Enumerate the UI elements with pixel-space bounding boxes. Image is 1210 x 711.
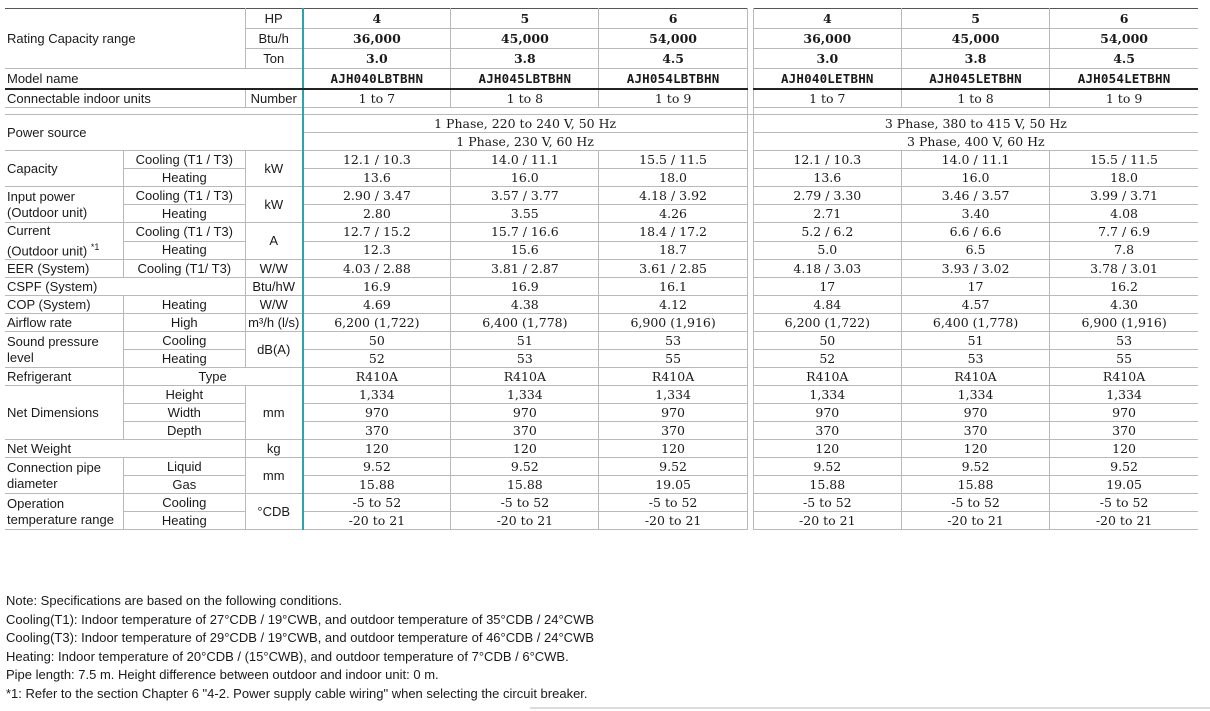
cell: 970 [753,404,901,422]
cell: 50 [753,332,901,350]
cell: 13.6 [303,169,451,187]
cell: 9.52 [451,458,599,476]
dimensions-depth-label: Depth [123,422,245,440]
cell: 370 [753,422,901,440]
sound-heating-row [5,350,1198,368]
pipe-gas-label: Gas [123,476,245,494]
ton-value: 4.5 [599,49,747,69]
cell: 1,334 [303,386,451,404]
model-name: AJH054LETBHN [1050,69,1198,90]
cell: 53 [1050,332,1198,350]
cell: 4.18 / 3.03 [753,260,901,278]
notes-section [6,592,594,703]
cell: 53 [451,350,599,368]
cell: 18.0 [599,169,747,187]
cell: 19.05 [1050,476,1198,494]
capacity-heating-row [5,169,1198,187]
cell: 9.52 [901,458,1049,476]
refrigerant-sub-label: Type [123,368,302,386]
cell: 120 [1050,440,1198,458]
cell: 370 [451,422,599,440]
cell: 15.5 / 11.5 [1050,151,1198,169]
cell: 1,334 [901,386,1049,404]
cell: 4.18 / 3.92 [599,187,747,205]
ton-value: 3.8 [901,49,1049,69]
cell: 52 [753,350,901,368]
model-name: AJH054LBTBHN [599,69,747,90]
current-unit: A [245,223,302,260]
hp-value: 5 [901,9,1049,29]
cell: 16.9 [303,278,451,296]
cell: 120 [901,440,1049,458]
cell: R410A [901,368,1049,386]
ton-unit: Ton [245,49,302,69]
cell: 370 [1050,422,1198,440]
hp-row [5,9,1198,29]
cell: 5.2 / 6.2 [753,223,901,242]
cell: 120 [303,440,451,458]
capacity-unit: kW [245,151,302,187]
cell: 5.0 [753,241,901,260]
cell: -5 to 52 [599,494,747,512]
pipe-liquid-label: Liquid [123,458,245,476]
cell: 120 [753,440,901,458]
cop-row [5,296,1198,314]
cell: 9.52 [599,458,747,476]
model-name: AJH045LBTBHN [451,69,599,90]
cell: 2.71 [753,205,901,223]
current-heating-label: Heating [123,241,245,260]
cell: 15.7 / 16.6 [451,223,599,242]
cell: 16.0 [451,169,599,187]
input-power-cooling-row [5,187,1198,205]
operation-label-line1: Operation [7,495,65,511]
sound-label-line2: level [7,349,34,365]
dimensions-unit: mm [245,386,302,440]
capacity-heating-label: Heating [123,169,245,187]
cell: 52 [303,350,451,368]
eer-row [5,260,1198,278]
input-power-heating-row [5,205,1198,223]
operation-label [5,494,123,530]
cell: 9.52 [1050,458,1198,476]
ton-value: 4.5 [1050,49,1198,69]
cell: 15.88 [753,476,901,494]
cell: 12.7 / 15.2 [303,223,451,242]
connectable-value: 1 to 7 [753,89,901,108]
cell: 50 [303,332,451,350]
operation-cooling-row [5,494,1198,512]
connectable-value: 1 to 8 [451,89,599,108]
airflow-sub-label: High [123,314,245,332]
cell: 51 [901,332,1049,350]
cell: 370 [901,422,1049,440]
cell: 2.90 / 3.47 [303,187,451,205]
eer-label: EER (System) [5,260,123,278]
btuh-value: 45,000 [901,29,1049,49]
cell: R410A [753,368,901,386]
btuh-value: 45,000 [451,29,599,49]
cspf-row [5,278,1198,296]
connectable-value: 1 to 8 [901,89,1049,108]
cell: 120 [451,440,599,458]
cell: 53 [901,350,1049,368]
sound-cooling-row [5,332,1198,350]
cell: 4.38 [451,296,599,314]
cell: 3.81 / 2.87 [451,260,599,278]
power-source-label: Power source [5,115,303,151]
cell: 15.6 [451,241,599,260]
cell: R410A [451,368,599,386]
refrigerant-row [5,368,1198,386]
cell: 2.80 [303,205,451,223]
sound-heating-label: Heating [123,350,245,368]
cell: 53 [599,332,747,350]
cell: -20 to 21 [1050,512,1198,530]
cell: 370 [303,422,451,440]
cell: 4.08 [1050,205,1198,223]
current-heating-row [5,241,1198,260]
sound-cooling-label: Cooling [123,332,245,350]
operation-heating-row [5,512,1198,530]
cell: 14.0 / 11.1 [451,151,599,169]
dimensions-height-row [5,386,1198,404]
power-three-phase-50: 3 Phase, 380 to 415 V, 50 Hz [753,115,1198,133]
cell: 3.55 [451,205,599,223]
cell: -5 to 52 [451,494,599,512]
pipe-unit: mm [245,458,302,494]
operation-cooling-label: Cooling [123,494,245,512]
note-line: *1: Refer to the section Chapter 6 "4-2. Power supply cable wiring" when selecting the circuit breaker. [6,685,588,701]
note-line: Note: Specifications are based on the following conditions. [6,593,343,608]
cell: 13.6 [753,169,901,187]
cell: 51 [451,332,599,350]
cell: 4.30 [1050,296,1198,314]
hp-value: 6 [599,9,747,29]
model-name-label: Model name [5,69,303,90]
cell: 970 [1050,404,1198,422]
cell: -5 to 52 [303,494,451,512]
note-line: Cooling(T1): Indoor temperature of 27°CDB / 19°CWB, and outdoor temperature of 35°CDB / 24°CWB [6,611,595,627]
cell: 55 [1050,350,1198,368]
current-cooling-row [5,223,1198,242]
hp-value: 6 [1050,9,1198,29]
cell: 16.9 [451,278,599,296]
current-label-line2: (Outdoor unit) [7,243,88,259]
power-single-phase-50: 1 Phase, 220 to 240 V, 50 Hz [303,115,748,133]
note-line: Cooling(T3): Indoor temperature of 29°CDB / 19°CWB, and outdoor temperature of 46°CDB / 24°CWB [6,630,595,645]
spacer-row [5,108,1198,115]
weight-label: Net Weight [5,440,245,458]
cell: -5 to 52 [753,494,901,512]
cell: 3.40 [901,205,1049,223]
input-power-cooling-label: Cooling (T1 / T3) [123,187,245,205]
cop-label: COP (System) [5,296,123,314]
cell: -20 to 21 [303,512,451,530]
current-label [5,223,123,260]
operation-unit: °CDB [245,494,302,530]
ton-value: 3.0 [303,49,451,69]
note-line: Pipe length: 7.5 m. Height difference between outdoor and indoor unit: 0 m. [6,667,439,682]
airflow-label: Airflow rate [5,314,123,332]
pipe-label-line2: diameter [7,475,58,491]
cell: 16.1 [599,278,747,296]
cell: 12.1 / 10.3 [753,151,901,169]
cell: R410A [303,368,451,386]
cell: 970 [451,404,599,422]
model-name: AJH040LETBHN [753,69,901,90]
sound-label [5,332,123,368]
cell: 4.69 [303,296,451,314]
connectable-label: Connectable indoor units [5,89,245,108]
dimensions-height-label: Height [123,386,245,404]
eer-sub-label: Cooling (T1/ T3) [123,260,245,278]
cell: 55 [599,350,747,368]
cell: 9.52 [753,458,901,476]
dimensions-width-label: Width [123,404,245,422]
cell: 6,200 (1,722) [303,314,451,332]
dimensions-width-row [5,404,1198,422]
cell: 3.93 / 3.02 [901,260,1049,278]
cop-sub-label: Heating [123,296,245,314]
hp-unit: HP [245,9,302,29]
cell: 15.88 [303,476,451,494]
hp-value: 5 [451,9,599,29]
cell: 3.99 / 3.71 [1050,187,1198,205]
cell: 6,900 (1,916) [599,314,747,332]
cell: 970 [303,404,451,422]
sound-label-line1: Sound pressure [7,333,99,349]
cell: -20 to 21 [901,512,1049,530]
model-name: AJH045LETBHN [901,69,1049,90]
cell: 17 [901,278,1049,296]
btuh-value: 36,000 [303,29,451,49]
airflow-unit: m³/h (l/s) [245,314,302,332]
cell: 16.2 [1050,278,1198,296]
dimensions-depth-row [5,422,1198,440]
input-power-heating-label: Heating [123,205,245,223]
cell: 1,334 [753,386,901,404]
ton-value: 3.8 [451,49,599,69]
pipe-label [5,458,123,494]
refrigerant-label: Refrigerant [5,368,123,386]
pipe-liquid-row [5,458,1198,476]
operation-heating-label: Heating [123,512,245,530]
cell: 970 [901,404,1049,422]
input-power-unit: kW [245,187,302,223]
cell: 9.52 [303,458,451,476]
cell: 6,400 (1,778) [451,314,599,332]
cell: 2.79 / 3.30 [753,187,901,205]
cell: 3.46 / 3.57 [901,187,1049,205]
cell: 370 [599,422,747,440]
pipe-gas-row [5,476,1198,494]
weight-unit: kg [245,440,302,458]
cell: 15.5 / 11.5 [599,151,747,169]
cell: 7.8 [1050,241,1198,260]
cell: 18.7 [599,241,747,260]
hp-value: 4 [303,9,451,29]
rating-capacity-label: Rating Capacity range [5,9,245,69]
cell: 120 [599,440,747,458]
capacity-cooling-row [5,151,1198,169]
capacity-label: Capacity [5,151,123,187]
btuh-value: 54,000 [1050,29,1198,49]
current-cooling-label: Cooling (T1 / T3) [123,223,245,242]
cell: 6,900 (1,916) [1050,314,1198,332]
input-power-label-line1: Input power [7,188,75,204]
connectable-value: 1 to 9 [599,89,747,108]
ton-value: 3.0 [753,49,901,69]
cell: 6.5 [901,241,1049,260]
footnote-mark: *1 [90,242,100,252]
divider [530,707,1210,709]
cell: 6,200 (1,722) [753,314,901,332]
specification-table [5,8,1198,530]
cell: -5 to 52 [1050,494,1198,512]
note-line: Heating: Indoor temperature of 20°CDB / (15°CWB), and outdoor temperature of 7°CDB / 6°CWB. [6,648,569,664]
cell: 3.78 / 3.01 [1050,260,1198,278]
cop-unit: W/W [245,296,302,314]
cell: 18.4 / 17.2 [599,223,747,242]
operation-label-line2: temperature range [7,511,114,527]
input-power-label-line2: (Outdoor unit) [7,204,88,220]
power-single-phase-60: 1 Phase, 230 V, 60 Hz [303,133,748,151]
power-three-phase-60: 3 Phase, 400 V, 60 Hz [753,133,1198,151]
power-source-row [5,115,1198,133]
sound-unit: dB(A) [245,332,302,368]
cell: 16.0 [901,169,1049,187]
cell: 6,400 (1,778) [901,314,1049,332]
cell: 4.03 / 2.88 [303,260,451,278]
cell: 17 [753,278,901,296]
connectable-value: 1 to 7 [303,89,451,108]
btuh-value: 36,000 [753,29,901,49]
cell: 1,334 [599,386,747,404]
hp-value: 4 [753,9,901,29]
cell: 14.0 / 11.1 [901,151,1049,169]
connectable-value: 1 to 9 [1050,89,1198,108]
cell: 12.1 / 10.3 [303,151,451,169]
model-name: AJH040LBTBHN [303,69,451,90]
cell: -20 to 21 [599,512,747,530]
model-row [5,69,1198,90]
cell: 12.3 [303,241,451,260]
cell: 15.88 [901,476,1049,494]
cspf-label: CSPF (System) [5,278,245,296]
cell: -5 to 52 [901,494,1049,512]
connectable-row [5,89,1198,108]
cell: R410A [1050,368,1198,386]
cell: 4.26 [599,205,747,223]
cell: 6.6 / 6.6 [901,223,1049,242]
cell: -20 to 21 [451,512,599,530]
cell: 4.12 [599,296,747,314]
cell: 15.88 [451,476,599,494]
btuh-unit: Btu/h [245,29,302,49]
capacity-cooling-label: Cooling (T1 / T3) [123,151,245,169]
cell: 1,334 [1050,386,1198,404]
weight-row [5,440,1198,458]
connectable-unit: Number [245,89,302,108]
cell: 3.61 / 2.85 [599,260,747,278]
input-power-label [5,187,123,223]
dimensions-label: Net Dimensions [5,386,123,440]
cell: 4.57 [901,296,1049,314]
btuh-value: 54,000 [599,29,747,49]
cell: 1,334 [451,386,599,404]
cell: 19.05 [599,476,747,494]
cell: 7.7 / 6.9 [1050,223,1198,242]
airflow-row [5,314,1198,332]
cell: 18.0 [1050,169,1198,187]
cspf-unit: Btu/hW [245,278,302,296]
cell: 970 [599,404,747,422]
cell: -20 to 21 [753,512,901,530]
cell: 4.84 [753,296,901,314]
cell: R410A [599,368,747,386]
cell: 3.57 / 3.77 [451,187,599,205]
current-label-line1: Current [7,223,51,238]
eer-unit: W/W [245,260,302,278]
pipe-label-line1: Connection pipe [7,459,101,475]
